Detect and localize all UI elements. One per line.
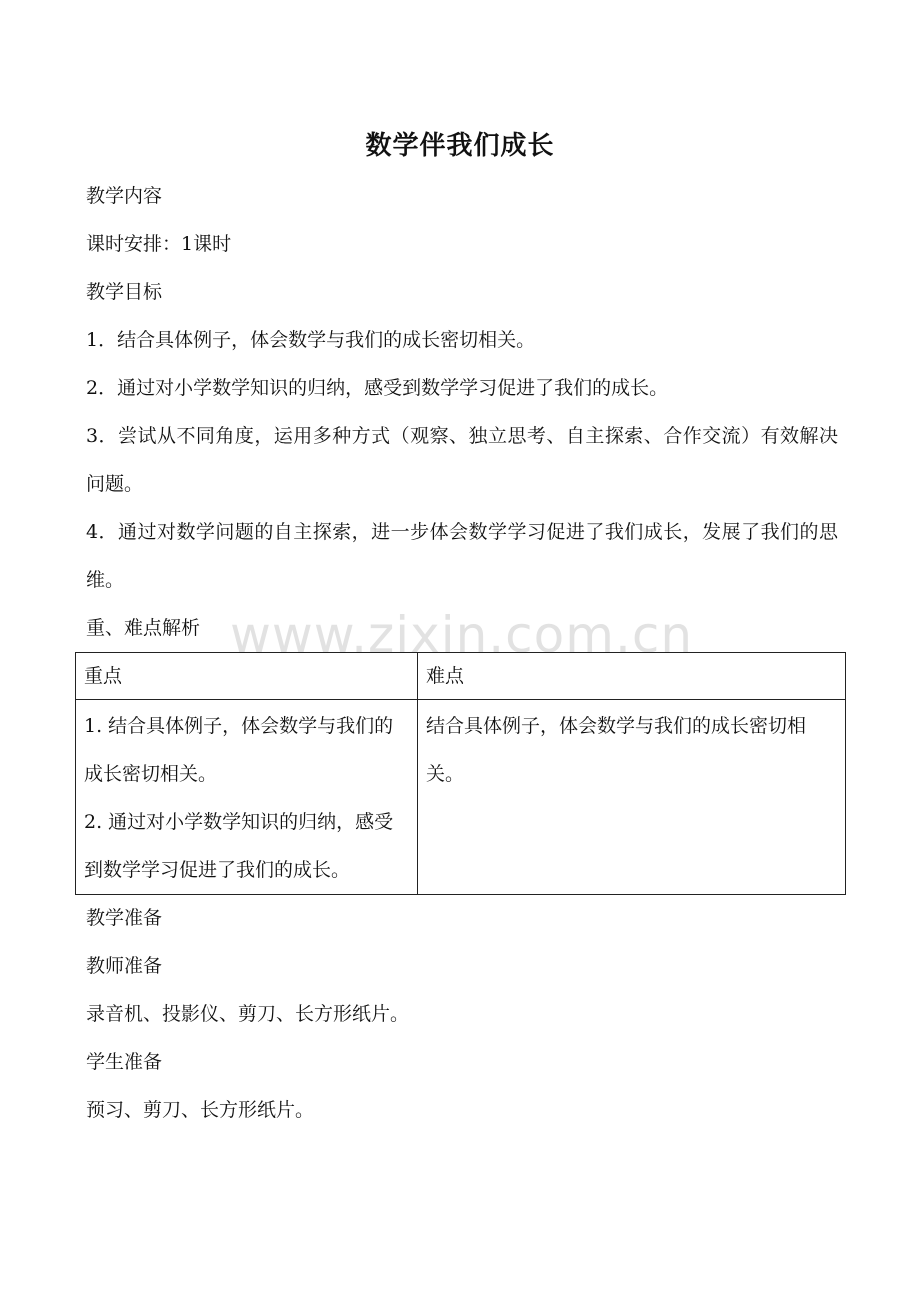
- key-point-item-2: 2. 通过对小学数学知识的归纳，感受到数学学习促进了我们的成长。: [84, 811, 394, 881]
- site-watermark: www.zixin.com.cn: [230, 606, 694, 664]
- teacher-prep-heading: 教师准备: [86, 955, 163, 977]
- table-header-row: [76, 653, 846, 700]
- difficult-points-cell: 结合具体例子，体会数学与我们的成长密切相关。: [418, 700, 846, 895]
- analysis-table: [75, 652, 846, 895]
- student-prep-heading: 学生准备: [86, 1051, 163, 1073]
- difficult-points-header: 难点: [418, 653, 846, 700]
- goal-item-2: 2．通过对小学数学知识的归纳，感受到数学学习促进了我们的成长。: [86, 377, 669, 399]
- goal-item-3: 3．尝试从不同角度，运用多种方式（观察、独立思考、自主探索、合作交流）有效解决问题。: [86, 425, 838, 495]
- goal-item-1: 1．结合具体例子，体会数学与我们的成长密切相关。: [86, 329, 536, 351]
- table-row: [76, 700, 846, 895]
- class-schedule: 课时安排：1课时: [86, 233, 232, 255]
- key-points-header: 重点: [76, 653, 418, 700]
- teacher-prep-items: 录音机、投影仪、剪刀、长方形纸片。: [86, 1003, 410, 1025]
- analysis-heading: 重、难点解析: [86, 617, 201, 639]
- teaching-content-heading: 教学内容: [86, 185, 163, 207]
- student-prep-items: 预习、剪刀、长方形纸片。: [86, 1099, 315, 1121]
- teaching-prep-heading: 教学准备: [86, 907, 163, 929]
- goal-item-4: 4．通过对数学问题的自主探索，进一步体会数学学习促进了我们成长，发展了我们的思维。: [86, 521, 838, 591]
- document-title: 数学伴我们成长: [365, 131, 555, 161]
- key-point-item-1: 1. 结合具体例子，体会数学与我们的成长密切相关。: [84, 715, 394, 785]
- teaching-goals-heading: 教学目标: [86, 281, 163, 303]
- key-points-cell: [76, 700, 418, 895]
